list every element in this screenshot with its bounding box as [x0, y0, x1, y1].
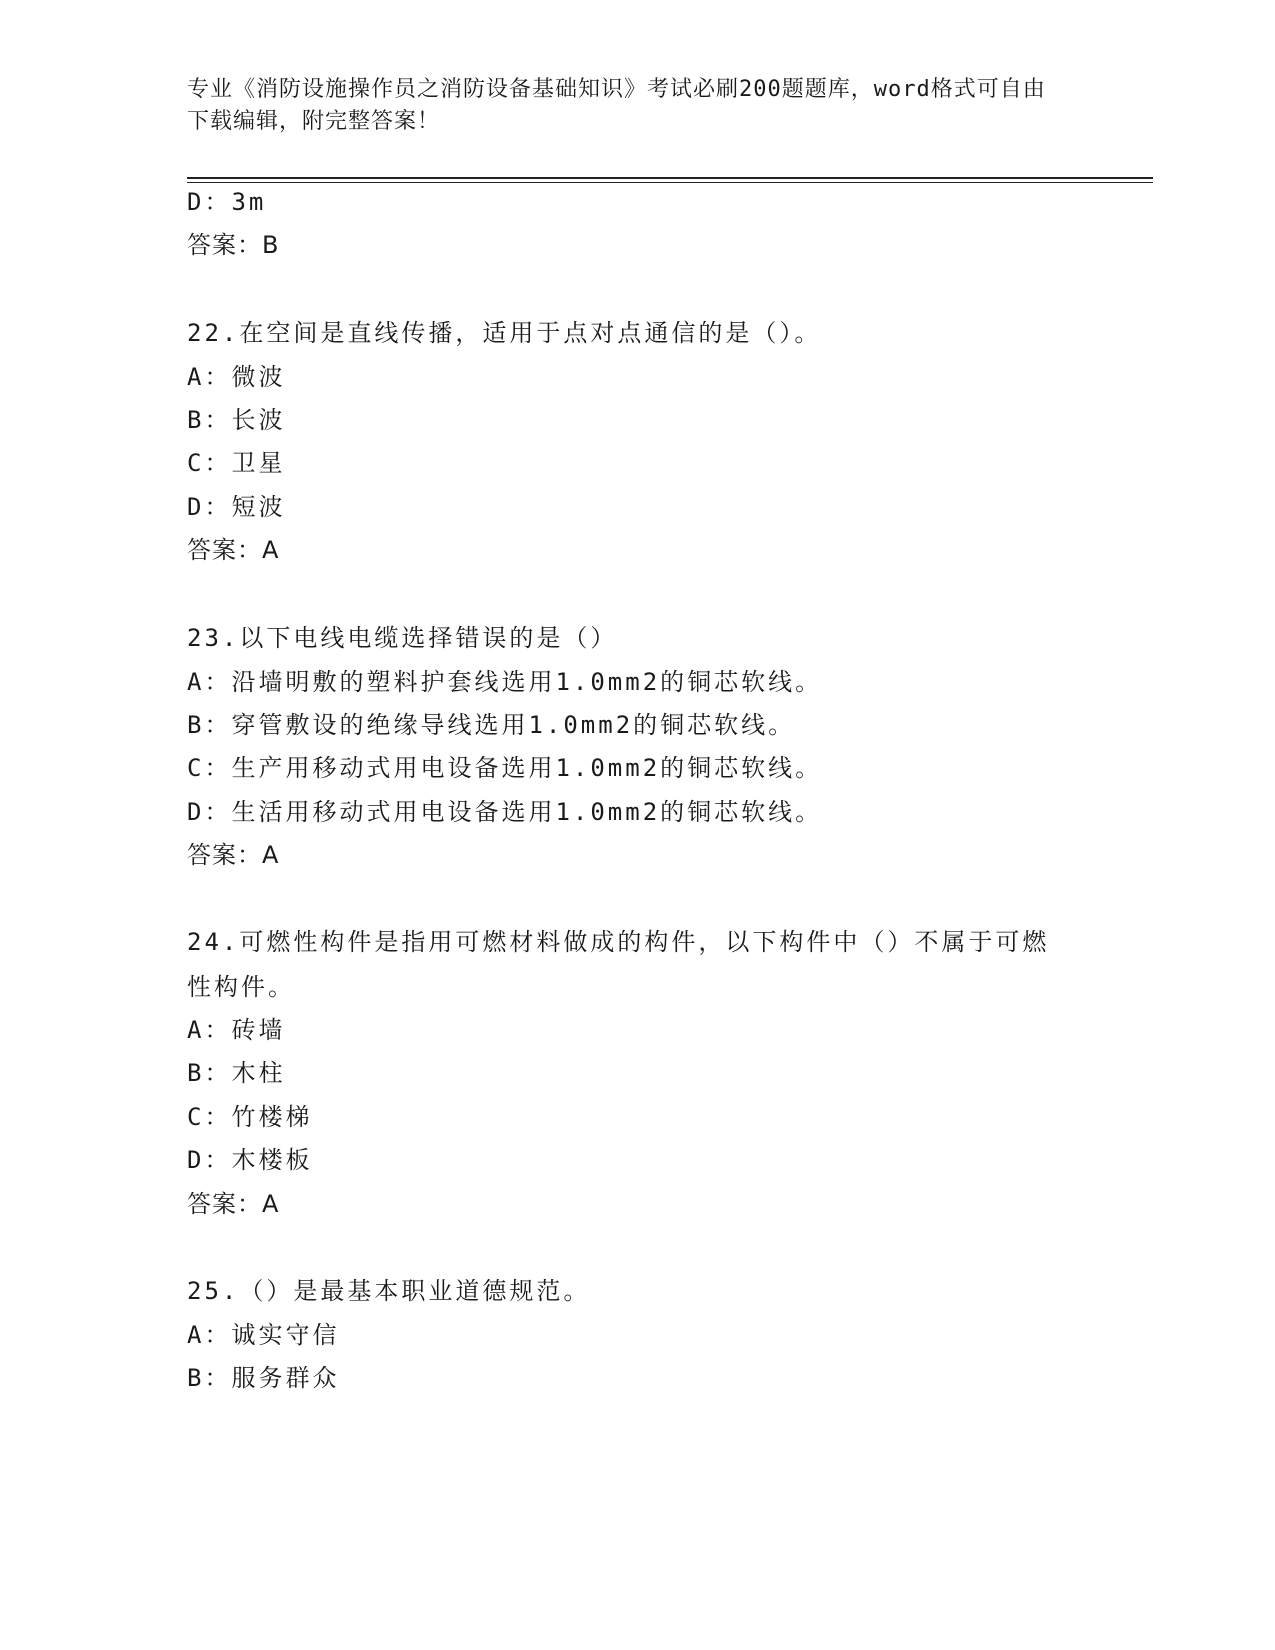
q21-option-d: D：3m [187, 188, 267, 216]
q23-option-c: C：生产用移动式用电设备选用1.0mm2的铜芯软线。 [187, 754, 823, 782]
q24-answer: 答案：A [187, 1190, 280, 1218]
q23-option-a: A：沿墙明敷的塑料护套线选用1.0mm2的铜芯软线。 [187, 668, 823, 696]
q22-option-b: B：长波 [187, 406, 286, 434]
q23-option-b: B：穿管敷设的绝缘导线选用1.0mm2的铜芯软线。 [187, 711, 796, 739]
q23-stem: 23.以下电线电缆选择错误的是（） [187, 624, 618, 652]
header-divider-thick [187, 177, 1153, 179]
document-header: 专业《消防设施操作员之消防设备基础知识》考试必刷200题题库，word格式可自由下载编辑，附完整答案！ [187, 77, 1046, 134]
q25-option-b: B：服务群众 [187, 1364, 340, 1392]
q22-answer: 答案：A [187, 536, 280, 564]
q24-option-c: C：竹楼梯 [187, 1103, 313, 1131]
q25-stem: 25.（）是最基本职业道德规范。 [187, 1277, 591, 1305]
q24-option-b: B：木柱 [187, 1059, 286, 1087]
q25-option-a: A：诚实守信 [187, 1321, 340, 1349]
q22-option-a: A：微波 [187, 363, 286, 391]
q21-answer: 答案：B [187, 231, 280, 259]
q23-option-d: D：生活用移动式用电设备选用1.0mm2的铜芯软线。 [187, 798, 823, 826]
q22-option-c: C：卫星 [187, 449, 286, 477]
q22-stem: 22.在空间是直线传播，适用于点对点通信的是（）。 [187, 319, 822, 347]
q24-stem: 24.可燃性构件是指用可燃材料做成的构件，以下构件中（）不属于可燃性构件。 [187, 928, 1050, 1001]
q24-option-d: D：木楼板 [187, 1146, 313, 1174]
header-divider-thin [187, 182, 1153, 183]
q22-option-d: D：短波 [187, 493, 286, 521]
q24-option-a: A：砖墙 [187, 1016, 286, 1044]
q23-answer: 答案：A [187, 841, 280, 869]
